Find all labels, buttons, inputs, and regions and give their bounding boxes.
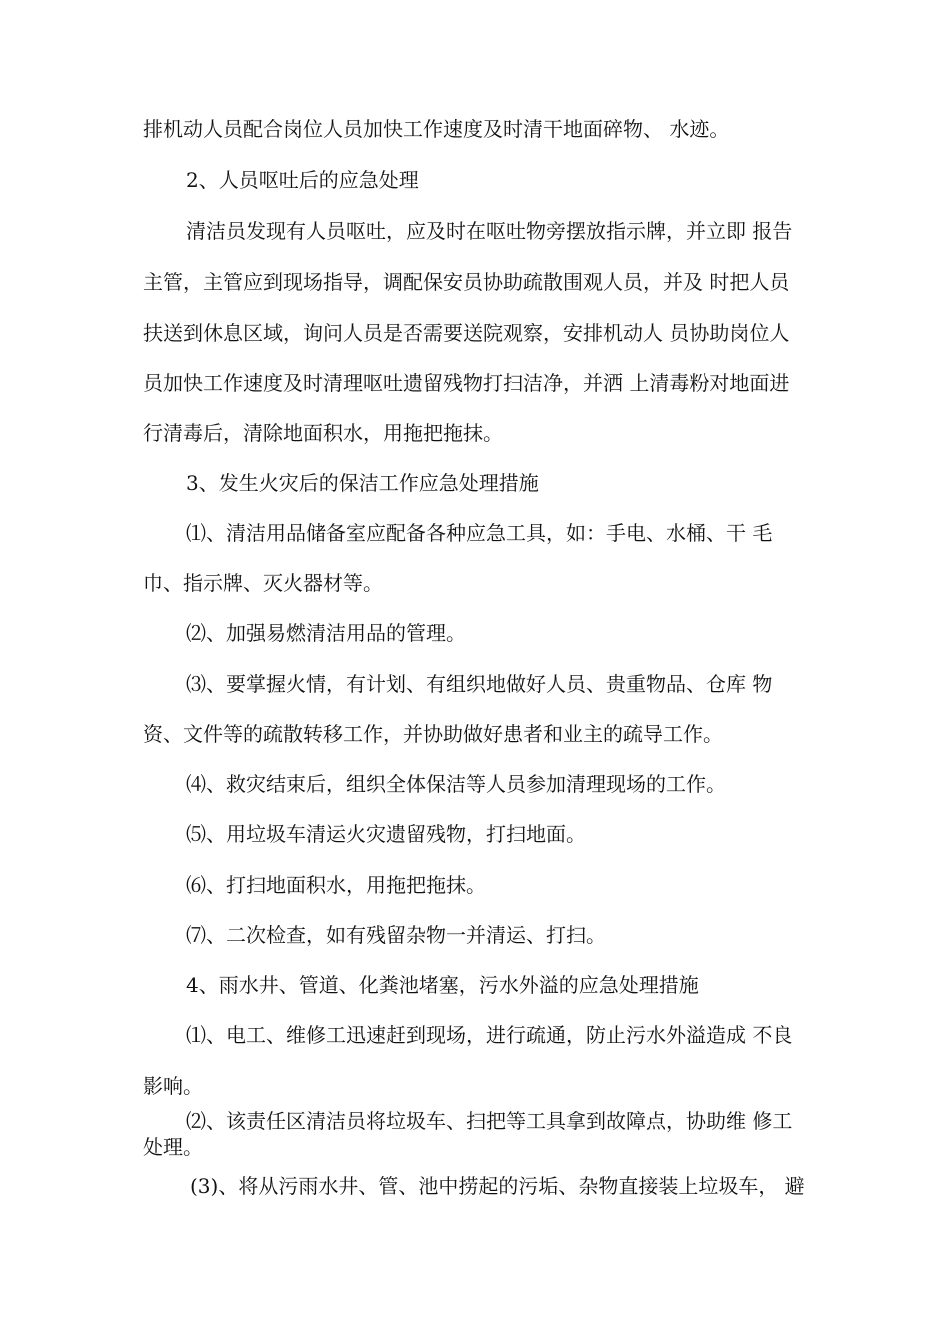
list-item-continuation: 资、文件等的疏散转移工作，并协助做好患者和业主的疏导工作。	[143, 722, 723, 746]
list-item: ⑴、清洁用品储备室应配备各种应急工具，如：手电、水桶、干 毛	[186, 521, 773, 545]
list-item: ⑵、加强易燃清洁用品的管理。	[186, 621, 466, 645]
list-item: ⑴、电工、维修工迅速赶到现场，进行疏通，防止污水外溢造成 不良	[186, 1023, 793, 1047]
list-item: ⑷、救灾结束后，组织全体保洁等人员参加清理现场的工作。	[186, 772, 726, 796]
list-item-continuation: 巾、指示牌、灭火器材等。	[143, 571, 383, 595]
paragraph-line: 主管，主管应到现场指导，调配保安员协助疏散围观人员，并及 时把人员	[143, 270, 790, 294]
list-item: ⑶、要掌握火情，有计划、有组织地做好人员、贵重物品、仓库 物	[186, 672, 773, 696]
list-item-continuation: 处理。	[143, 1135, 203, 1159]
section-heading: 4、雨水井、管道、化粪池堵塞，污水外溢的应急处理措施	[186, 973, 699, 997]
paragraph-line: 排机动人员配合岗位人员加快工作速度及时清干地面碎物、 水迹。	[143, 117, 730, 141]
paragraph-line: 清洁员发现有人员呕吐，应及时在呕吐物旁摆放指示牌，并立即 报告	[186, 219, 793, 243]
list-item: ⑸、用垃圾车清运火灾遗留残物，打扫地面。	[186, 822, 586, 846]
paragraph-line: 行清毒后，清除地面积水，用拖把拖抹。	[143, 421, 503, 445]
paragraph-line: 扶送到休息区域，询问人员是否需要送院观察，安排机动人 员协助岗位人	[143, 321, 790, 345]
list-item-continuation: 影响。	[143, 1074, 203, 1098]
section-heading: 2、人员呕吐后的应急处理	[186, 168, 419, 192]
section-heading: 3、发生火灾后的保洁工作应急处理措施	[186, 471, 539, 495]
list-item: ⑵、该责任区清洁员将垃圾车、扫把等工具拿到故障点，协助维 修工	[186, 1109, 793, 1133]
list-item: ⑹、打扫地面积水，用拖把拖抹。	[186, 873, 486, 897]
paragraph-line: 员加快工作速度及时清理呕吐遗留残物打扫洁净，并洒 上清毒粉对地面进	[143, 371, 790, 395]
list-item: ⑺、二次检查，如有残留杂物一并清运、打扫。	[186, 923, 606, 947]
list-item: (3)、将从污雨水井、管、池中捞起的污垢、杂物直接装上垃圾车， 避	[190, 1174, 805, 1198]
